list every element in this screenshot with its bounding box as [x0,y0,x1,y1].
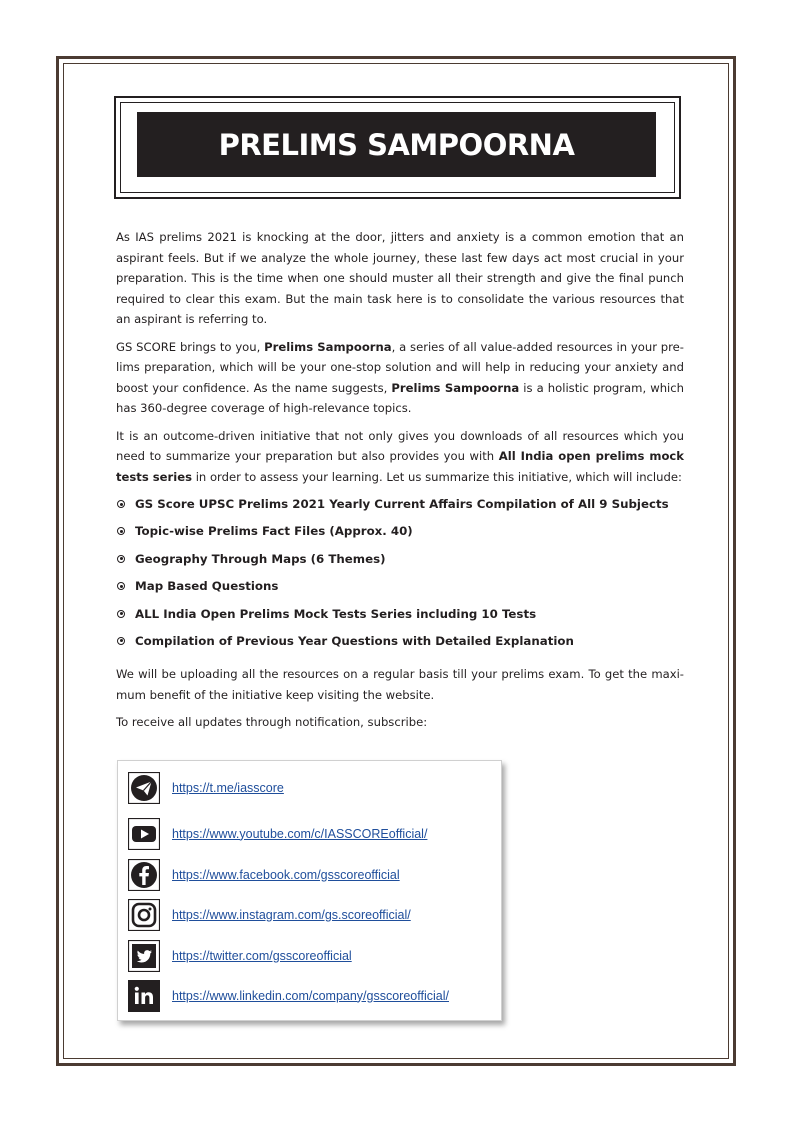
social-row-facebook [128,858,400,891]
list-item: Map Based Questions [116,576,684,603]
social-row-twitter [128,939,352,972]
upload-paragraph: We will be uploading all the resources on a regular basis till your prelims exam. To get the maxi-mum benefit of the initiative keep visiting the website. [116,667,684,702]
bullet-icon [117,637,125,645]
social-row-linkedin [128,979,449,1012]
bullet-icon [117,527,125,535]
linkedin-icon [128,980,160,1012]
subscribe-paragraph: To receive all updates through notification, subscribe: [116,715,428,730]
bullet-icon [117,500,125,508]
page-title: PRELIMS SAMPOORNA [218,127,575,162]
social-row-youtube [128,817,427,850]
telegram-link[interactable]: https://t.me/iasscore [172,780,284,795]
instagram-icon [128,899,160,931]
description-paragraph: GS SCORE brings to you, Prelims Sampoorna, a series of all value-added resources in your pre-lims preparation, which will be your one-stop solution and will help in reducing your anxiety and boost your confidence. As the name suggests, Prelims Sampoorna is a holistic program, which has 360-degree coverage of high-relevance topics. [116,339,684,415]
twitter-icon [128,940,160,972]
instagram-link[interactable]: https://www.instagram.com/gs.scoreofficial/ [172,907,411,922]
linkedin-link[interactable]: https://www.linkedin.com/company/gsscoreofficial/ [172,988,449,1003]
social-row-instagram [128,898,411,931]
list-item: GS Score UPSC Prelims 2021 Yearly Current Affairs Compilation of All 9 Subjects [116,494,684,521]
bullet-icon [117,582,125,590]
youtube-icon [128,818,160,850]
title-banner [137,112,656,177]
main-content [116,227,684,740]
social-row-telegram [128,771,284,804]
initiative-paragraph: It is an outcome-driven initiative that not only gives you downloads of all resources which you need to summarize your preparation but also provides you with All India open prelims mock tests series in order to assess your learning. Let us summarize this initiative, which will include: [116,428,684,484]
facebook-icon [128,859,160,891]
bullet-icon [117,610,125,618]
list-item: Topic-wise Prelims Fact Files (Approx. 40) [116,521,684,548]
youtube-link[interactable]: https://www.youtube.com/c/IASSCOREofficial/ [172,826,428,841]
social-links-card [117,760,502,1021]
list-item: ALL India Open Prelims Mock Tests Series including 10 Tests [116,604,684,631]
list-item: Geography Through Maps (6 Themes) [116,549,684,576]
list-item: Compilation of Previous Year Questions with Detailed Explanation [116,631,684,658]
telegram-icon [128,772,160,804]
twitter-link[interactable]: https://twitter.com/gsscoreofficial [172,948,352,963]
facebook-link[interactable]: https://www.facebook.com/gsscoreofficial [172,867,400,882]
bullet-icon [117,555,125,563]
intro-paragraph: As IAS prelims 2021 is knocking at the door, jitters and anxiety is a common emotion that an aspirant feels. But if we analyze the whole journey, these last few days act most crucial in your preparation. This is the time when one should muster all their strength and give the final punch required to clear this exam. But the main task here is to consolidate the various resources that an aspirant is referring to. [116,230,684,326]
resource-list [116,494,684,658]
